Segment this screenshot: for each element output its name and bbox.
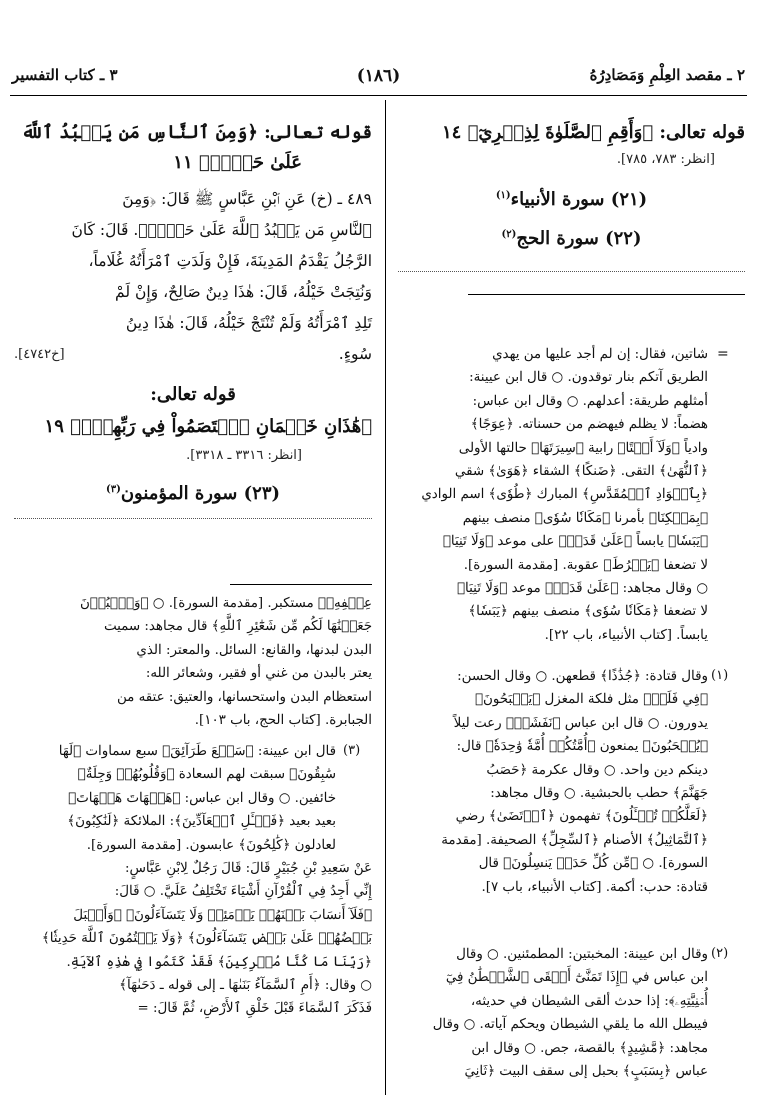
footnote-line: قتادة: حدب: أكمة. [كتاب الأنبياء، باب ٧]. — [481, 879, 708, 895]
sura-23-heading — [14, 483, 372, 504]
footnote-2-number: (٢) — [711, 946, 729, 961]
footnote-line: السورة]. ○ ﴿مِّن كُلِّ حَدَبٖ يَنسِلُونَ﴾ قال — [478, 856, 708, 872]
hadith-line: وَنُتِجَتْ خَيْلُهُ، قَالَ: هٰذَا دِينٌ صَالِحٌ، وَإِنْ لَمْ — [115, 283, 372, 301]
footnote-line: بعيد بعيد ﴿فَسۡـَٔلِ ٱلۡعَآدِّينَ﴾: الملائكة ﴿لَنَٰكِبُونَ﴾ — [67, 814, 336, 830]
footnote-line: دينكم دين واحد. ○ وقال عكرمة ﴿حَصَبُ — [486, 762, 708, 778]
footnote-line: هضماً: لا يظلم فيهضم من حسناته. ﴿عِوَجًا﴾ — [470, 417, 708, 433]
verse-reference: [انظر: ٧٨٣، ٧٨٥]. — [616, 152, 715, 167]
section-dotted-rule — [14, 518, 372, 519]
footnote-line: عِطۡفِهِۦ﴾ مستكبر. [مقدمة السورة]. ○ ﴿وَٱلۡبُدۡنَ — [79, 596, 372, 611]
footnote-line: قال ابن عيينة: ﴿سَبۡعَ طَرَآئِقَ﴾ سبع سماوات ﴿لَهَا — [58, 744, 336, 759]
footnote-line: ﴿فِي فَلَكٖ﴾ مثل فلكة المغزل ﴿يَسۡبَحُونَ﴾ — [474, 692, 708, 708]
footnote-line: بَعۡضُهُمۡ عَلَىٰ بَعۡضٖ يَتَسَآءَلُونَ﴾ ﴿وَلَا يَكۡتُمُونَ ٱللَّهَ حَدِيثٗا﴾ — [41, 931, 372, 947]
sura-21-heading — [398, 189, 745, 210]
hadith-last-line — [14, 339, 372, 370]
footnote-line: خائفين. ○ وقال ابن عباس: ﴿هَيۡهَاتَ هَيۡهَاتَ﴾ — [68, 790, 336, 806]
verse-heading-11-line1: قوله تعالى: ﴿وَمِنَ ٱلنَّاسِ مَن يَعۡبُدُ ٱللَّهَ — [21, 122, 372, 143]
running-head-book: ٣ ـ كتاب التفسير — [12, 66, 118, 84]
footnote-line: فيبطل الله ما يلقي الشيطان ويحكم آياته. ○ وقال — [432, 1017, 708, 1033]
verse-heading-11-line2: عَلَىٰ حَرۡفٖ﴾ ١١ — [173, 152, 302, 173]
sura-22-title: (٢٢) سورة الحج — [516, 228, 642, 249]
footnote-line: جَعَلۡنَٰهَا لَكُم مِّن شَعَٰٓئِرِ ٱللَّهِ﴾ قال مجاهد: سميت — [103, 619, 372, 635]
footnote-marker-3: (٣) — [105, 484, 121, 495]
footnote-line: ابن عباس في ﴿إِذَا تَمَنَّىٰٓ أَلۡقَى ٱلشَّيۡطَٰنُ فِيٓ — [445, 970, 708, 986]
footnote-line: سَٰبِقُونَ﴾ سبقت لهم السعادة ﴿وَقُلُوبُهُمۡ وَجِلَةٌ﴾ — [77, 767, 336, 783]
footnote-line: ﴿بِٱلۡوَادِ ٱلۡمُقَدَّسِ﴾ المبارك ﴿طُوٗى﴾ اسم الوادي — [421, 487, 708, 503]
left-footnote-continuation — [14, 592, 372, 732]
footnote-line: ﴿فَلَآ أَنسَابَ بَيۡنَهُمۡ يَوۡمَئِذٖ وَلَا يَتَسَآءَلُونَ﴾ ﴿وَأَقۡبَلَ — [73, 907, 372, 923]
footnote-3-number: (٣) — [343, 743, 361, 758]
verse-heading-19-text: ﴿هَٰذَانِ خَصۡمَانِ ٱخۡتَصَمُواْ فِي رَبِّهِمۡۖ﴾ ١٩ — [44, 416, 372, 437]
footnote-line: ﴿ٱلنُّهَىٰ﴾ التقى. ﴿ضَنكًا﴾ الشقاء ﴿هَوَىٰ﴾ شقي — [454, 464, 708, 480]
footnote-line: شاتين، فقال: إن لم أجد عليها من يهدي — [492, 347, 708, 362]
hadith-line: الرَّجُلُ يَقْدَمُ المَدِينَةَ، فَإِنْ وَلَدَتِ ٱمْرَأَتُهُ غُلَاماً، — [88, 252, 372, 270]
footnote-line: لا تضعفا ﴿يَفۡرُطَ﴾ عقوبة. [مقدمة السورة]. — [463, 557, 708, 573]
footnote-line: يابساً. [كتاب الأنبياء، باب ٢٢]. — [544, 627, 708, 643]
footnote-line: ○ وقال: ﴿أَمِ ٱلسَّمَآءُ بَنَىٰهَا ـ إلى قوله ـ دَحَىٰهَآ﴾ — [119, 978, 372, 994]
footnote-line: إِنِّي أَجِدُ فِي ٱلْقُرْآنِ أَشْيَاءَ تَخْتَلِفُ عَلَيَّ. ○ قَالَ: — [114, 884, 372, 900]
header-rule — [10, 95, 747, 96]
footnote-1 — [398, 665, 708, 899]
left-column — [14, 118, 372, 519]
footnote-line: ﴿لَعَلَّكُمۡ تُسۡـَٔلُونَ﴾ تفهمون ﴿ٱرۡتَضَىٰ﴾ رضي — [455, 809, 708, 825]
hadith-line: سُوءٍ. — [338, 345, 372, 363]
right-footnote-continuation — [398, 343, 708, 647]
hadith-line: ٱلنَّاسِ مَن يَعۡبُدُ ٱللَّهَ عَلَىٰ حَرۡفٖ﴾. قَالَ: كَانَ — [71, 221, 372, 239]
footnote-line: وادياً ﴿وَلَآ أَمۡتًا﴾ رابية ﴿سِيرَتَهَا﴾ حالتها الأولى — [458, 440, 708, 456]
hadith-line: ٤٨٩ ـ (خ) عَنِ ٱبْنِ عَبَّاسٍ ﷺ قَالَ: ﴿وَمِنَ — [122, 190, 372, 208]
sura-21-title: (٢١) سورة الأنبياء — [510, 189, 648, 210]
footnote-line: الجبابرة. [كتاب الحج، باب ١٠٣]. — [194, 713, 372, 729]
footnote-line: مجاهد: ﴿مَّشِيدٍ﴾ بالقصة، جص. ○ وقال ابن — [471, 1040, 708, 1056]
footnote-line: عباس ﴿بِسَبَبٍ﴾ بحبل إلى سقف البيت ﴿ثَانِيَ — [464, 1064, 708, 1080]
sura-22-heading — [398, 228, 745, 249]
footnote-line: فَذَكَرَ ٱلسَّمَاءَ قَبْلَ خَلْقِ ٱلأَرْضِ، ثُمَّ قَالَ: = — [137, 1001, 372, 1017]
footnote-line: عَنْ سَعِيدِ بْنِ جُبَيْرٍ قَالَ: قَالَ رَجُلٌ لِابْنِ عَبَّاسٍ: — [125, 861, 372, 876]
footnote-marker-2: (٢) — [501, 229, 517, 240]
footnote-line: يعتر بالبدن من غني أو فقير، وشعائر الله: — [145, 666, 372, 682]
footnote-line: لا تضعفا ﴿مَكَانٗا سُوٗى﴾ منصف بينهم ﴿يَبَسٗا﴾ — [468, 604, 708, 620]
footnote-line: وقال ابن عيينة: المخبتين: المطمئنين. ○ وقال — [456, 947, 708, 962]
hadith-reference: [خ٤٧٤٢]. — [14, 347, 65, 362]
footnote-2 — [398, 943, 708, 1083]
section-dotted-rule — [398, 271, 745, 272]
footnote-line: الطريق آتكم بنار توقدون. ○ قال ابن عيينة: — [469, 370, 708, 386]
running-head-chapter: ٢ ـ مقصد العِلْمِ وَمَصَادِرُهُ — [589, 66, 745, 84]
footnote-line: ○ وقال مجاهد: ﴿عَلَىٰ قَدَرٖ﴾ موعد ﴿وَلَا تَنِيَا﴾ — [457, 581, 708, 597]
footnote-line: جَهَنَّمَ﴾ حطب بالحبشية. ○ وقال مجاهد: — [490, 786, 708, 802]
sura-23-title: (٢٣) سورة المؤمنون — [120, 483, 281, 504]
footnote-line: ﴿يَبَسٗا﴾ يابساً ﴿عَلَىٰ قَدَرٖ﴾ على موعد ﴿وَلَا تَنِيَا﴾ — [442, 534, 708, 550]
hadith-489 — [14, 184, 372, 370]
footnote-rule — [468, 294, 745, 295]
footnote-marker-1: (١) — [495, 190, 511, 201]
footnote-line: ﴿بِمَلۡكِنَا﴾ بأمرنا ﴿مَكَانٗا سُوٗى﴾ منصف بينهم — [462, 510, 708, 526]
footnote-rule-left — [230, 584, 372, 585]
footnote-line: البدن لبدنها، والقانع: السائل. والمعتر: الذي — [136, 642, 372, 658]
page-number: (١٨٦) — [356, 66, 401, 86]
continuation-marker: = — [717, 346, 729, 362]
column-divider — [385, 100, 386, 1095]
verse-heading-19-label: قوله تعالى: — [150, 384, 236, 405]
footnote-1-number: (١) — [711, 668, 729, 683]
footnote-line: استعظام البدن واستحسانها، والعتيق: عتقه من — [116, 689, 372, 705]
footnote-line: أُمۡنِيَّتِهِۦ﴾: إذا حدث ألقى الشيطان في حديثه، — [470, 993, 708, 1009]
footnote-line: ﴿رَبِّنَا مَا كُنَّا مُشۡرِكِينَ﴾ فَقَدْ كَتَمُوا فِي هٰذِهِ ٱلآيَةِ. — [66, 954, 372, 970]
verse-heading-14: قوله تعالى: ﴿وَأَقِمِ ٱلصَّلَوٰةَ لِذِكۡرِيٓ﴾ ١٤ — [441, 122, 745, 143]
footnote-3-continued — [14, 857, 372, 1021]
footnote-line: لعادلون ﴿كَٰلِحُونَ﴾ عابسون. [مقدمة السورة]. — [86, 837, 336, 853]
footnote-line: ﴿يُصۡحَبُونَ﴾ يمنعون ﴿أُمَّتُكُمۡ أُمَّةٗ وَٰحِدَةٗ﴾ قال: — [456, 739, 708, 755]
footnote-line: ﴿ٱلتَّمَاثِيلُ﴾ الأصنام ﴿ٱلسِّجِلِّ﴾ الصحيفة. [مقدمة — [441, 832, 708, 848]
hadith-line: تَلِدِ ٱمْرَأَتُهُ وَلَمْ تُنْتَجْ خَيْلُهُ، قَالَ: هٰذَا دِينُ — [125, 314, 372, 332]
verse-19-reference: [انظر: ٣٣١٦ ـ ٣٣١٨]. — [186, 448, 302, 463]
footnote-line: يدورون. ○ قال ابن عباس ﴿نَفَشَتۡ﴾ رعت ليلاً — [453, 715, 708, 731]
right-column — [398, 118, 745, 295]
footnote-3 — [14, 740, 336, 857]
footnote-line: وقال قتادة: ﴿جُذَٰذًا﴾ قطعهن. ○ وقال الحسن: — [457, 669, 708, 684]
footnote-line: أمثلهم طريقة: أعدلهم. ○ وقال ابن عباس: — [472, 393, 708, 409]
